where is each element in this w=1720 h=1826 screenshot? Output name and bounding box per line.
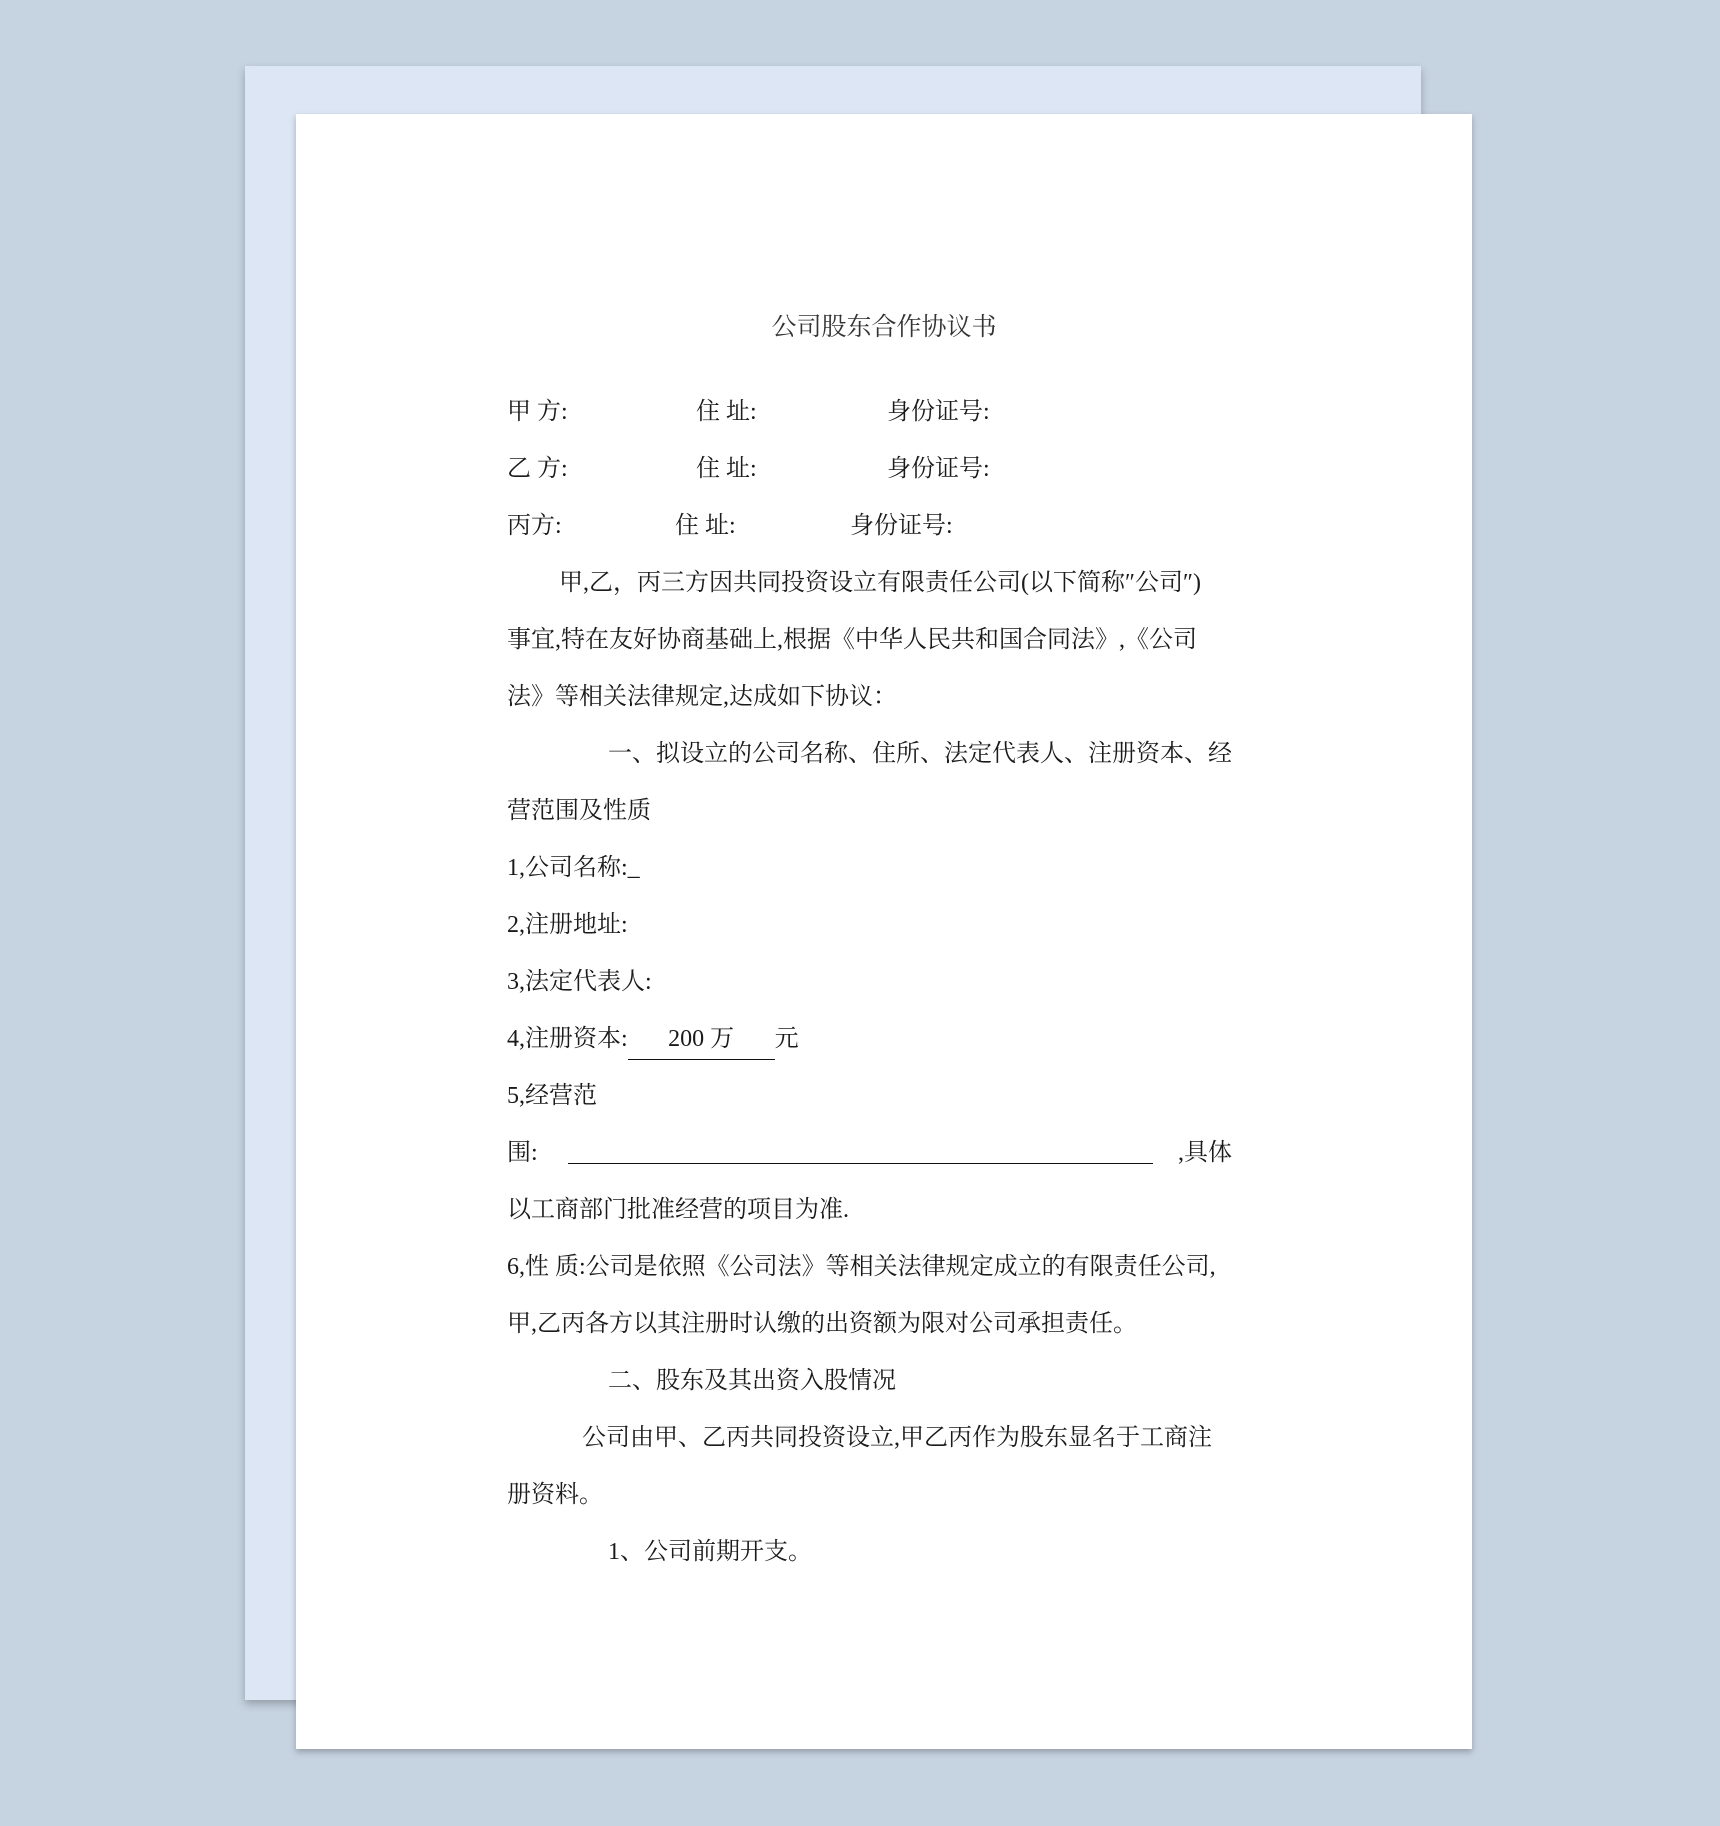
capital-label: 4,注册资本: (507, 1026, 628, 1052)
party-row-b (507, 441, 1407, 497)
section2-para: 公司由甲、乙丙共同投资设立,甲乙丙作为股东显名于工商注 (582, 1425, 1212, 1451)
expense-item: 1、公司前期开支。 (608, 1539, 812, 1565)
section1-heading-cont: 营范围及性质 (507, 798, 651, 824)
id-label: 身份证号: (887, 399, 990, 425)
address-label: 住 址: (696, 456, 757, 482)
intro-line: 法》等相关法律规定,达成如下协议： (507, 684, 897, 710)
business-scope-row (507, 1125, 1407, 1181)
scope-blank-line (568, 1125, 1153, 1164)
party-label: 丙方: (507, 513, 562, 539)
section2-heading: 二、股东及其出资入股情况 (608, 1368, 896, 1394)
scope-note: 以工商部门批准经营的项目为准. (507, 1197, 849, 1223)
address-label: 住 址: (675, 513, 736, 539)
section1-heading: 一、拟设立的公司名称、住所、法定代表人、注册资本、经 (608, 741, 1232, 767)
id-label: 身份证号: (887, 456, 990, 482)
registered-capital-item (507, 1011, 799, 1067)
nature-item-cont: 甲,乙丙各方以其注册时认缴的出资额为限对公司承担责任。 (507, 1311, 1137, 1337)
capital-value: 200 万 (628, 1019, 775, 1060)
party-label: 乙 方: (507, 456, 568, 482)
party-row-c (507, 498, 1407, 554)
capital-unit: 元 (774, 1026, 799, 1052)
registered-address-item: 2,注册地址: (507, 912, 628, 938)
document-page (296, 114, 1472, 1749)
id-label: 身份证号: (850, 513, 953, 539)
company-name-item: 1,公司名称:_ (507, 855, 640, 881)
legal-rep-item: 3,法定代表人: (507, 969, 652, 995)
scope-label: 围: (507, 1140, 538, 1166)
document-title: 公司股东合作协议书 (771, 314, 997, 341)
intro-line: 事宜,特在友好协商基础上,根据《中华人民共和国合同法》,《公司 (507, 627, 1197, 653)
business-scope-item: 5,经营范 (507, 1083, 597, 1109)
nature-item: 6,性 质:公司是依照《公司法》等相关法律规定成立的有限责任公司, (507, 1254, 1216, 1280)
party-label: 甲 方: (507, 399, 568, 425)
intro-line: 甲,乙，丙三方因共同投资设立有限责任公司(以下简称″公司″) (559, 570, 1201, 596)
address-label: 住 址: (696, 399, 757, 425)
party-row-a (507, 384, 1407, 440)
scope-suffix: ,具体 (1178, 1140, 1232, 1166)
section2-para-cont: 册资料。 (507, 1482, 603, 1508)
